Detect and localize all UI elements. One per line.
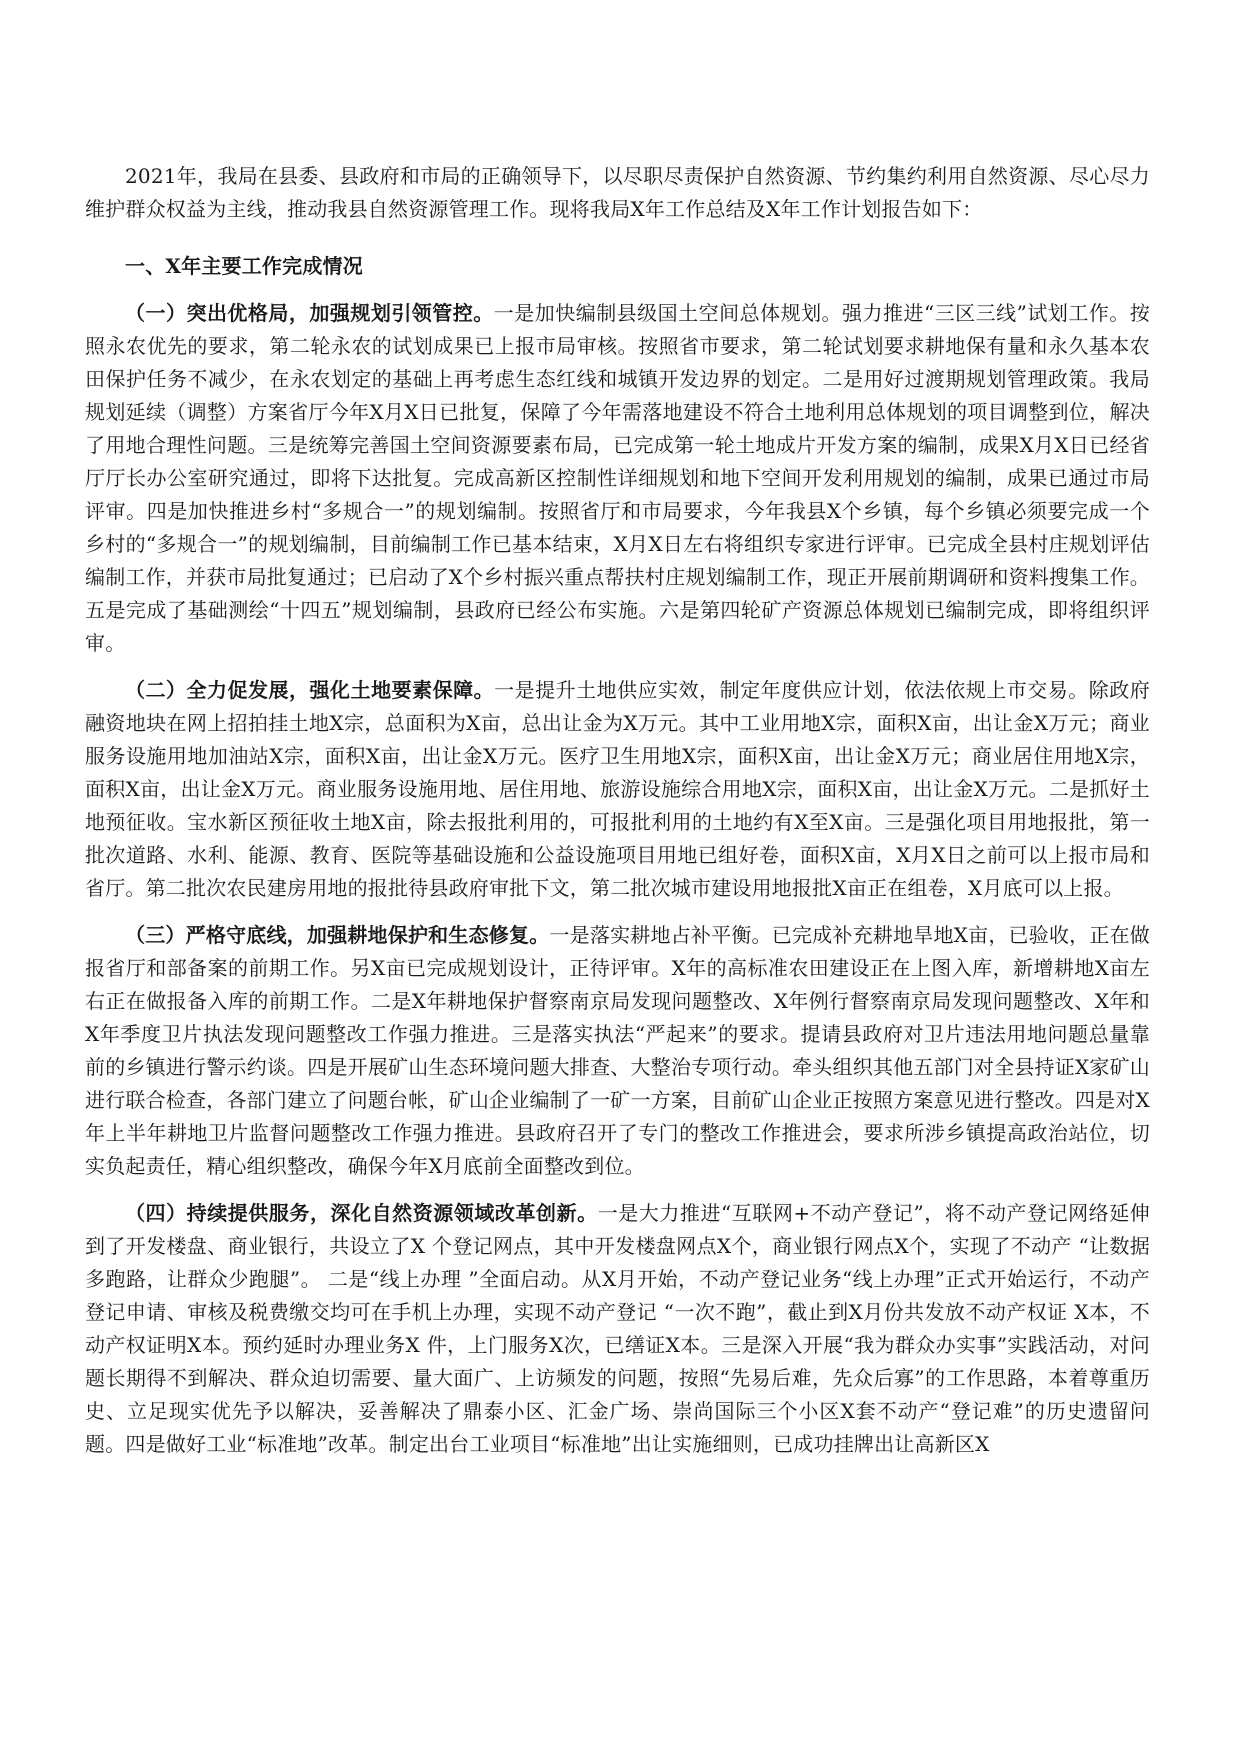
paragraph-3-lead: （三）严格守底线，加强耕地保护和生态修复。 [125, 923, 550, 947]
intro-paragraph: 2021年，我局在县委、县政府和市局的正确领导下，以尽职尽责保护自然资源、节约集约利用自然资源、尽心尽力维护群众权益为主线，推动我县自然资源管理工作。现将我局X年工作总结及X年工作计划报告如下： [85, 164, 1150, 221]
paragraph-3-body: 一是落实耕地占补平衡。已完成补充耕地旱地X亩，已验收，正在做报省厅和部备案的前期工作。另X亩已完成规划设计，正待评审。X年的高标准农田建设正在上图入库，新增耕地X亩左右正在做报备入库的前期工作。二是X年耕地保护督察南京局发现问题整改、X年例行督察南京局发现问题整改、X年和X年季度卫片执法发现问题整改工作强力推进。三是落实执法“严起来”的要求。提请县政府对卫片违法用地问题总量靠前的乡镇进行警示约谈。四是开展矿山生态环境问题大排查、大整治专项行动。牵头组织其他五部门对全县持证X家矿山进行联合检查，各部门建立了问题台帐，矿山企业编制了一矿一方案，目前矿山企业正按照方案意见进行整改。四是对X年上半年耕地卫片监督问题整改工作强力推进。县政府召开了专门的整改工作推进会，要求所涉乡镇提高政治站位，切实负起责任，精心组织整改，确保今年X月底前全面整改到位。 [85, 923, 1150, 1178]
paragraph-2-body: 一是提升土地供应实效，制定年度供应计划，依法依规上市交易。除政府融资地块在网上招拍挂土地X宗，总面积为X亩，总出让金为X万元。其中工业用地X宗，面积X亩，出让金X万元；商业服务设施用地加油站X宗，面积X亩，出让金X万元。医疗卫生用地X宗，面积X亩，出让金X万元；商业居住用地X宗，面积X亩，出让金X万元。商业服务设施用地、居住用地、旅游设施综合用地X宗，面积X亩，出让金X万元。二是抓好土地预征收。宝水新区预征收土地X亩，除去报批利用的，可报批利用的土地约有X至X亩。三是强化项目用地报批，第一批次道路、水利、能源、教育、医院等基础设施和公益设施项目用地已组好卷，面积X亩，X月X日之前可以上报市局和省厅。第二批次农民建房用地的报批待县政府审批下文，第二批次城市建设用地报批X亩正在组卷，X月底可以上报。 [85, 678, 1150, 900]
paragraph-4 [85, 1197, 1150, 1461]
paragraph-2 [85, 674, 1150, 905]
paragraph-1 [85, 297, 1150, 660]
paragraph-1-lead: （一）突出优格局，加强规划引领管控。 [125, 301, 494, 325]
paragraph-4-lead: （四）持续提供服务，深化自然资源领域改革创新。 [125, 1201, 598, 1225]
paragraph-4-body: 一是大力推进“互联网+不动产登记”，将不动产登记网络延伸到了开发楼盘、商业银行，共设立了X 个登记网点，其中开发楼盘网点X个，商业银行网点X个，实现了不动产 “让数据多跑路，让群众少跑腿”。 二是“线上办理 ”全面启动。从X月开始，不动产登记业务“线上办理”正式开始运行，不动产登记申请、审核及税费缴交均可在手机上办理，实现不动产登记 “一次不跑”，截止到X月份共发放不动产权证 X本，不动产权证明X本。预约延时办理业务X 件，上门服务X次，已缮证X本。三是深入开展“我为群众办实事”实践活动，对问题长期得不到解决、群众迫切需要、量大面广、上访频发的问题，按照“先易后难，先众后寡”的工作思路，本着尊重历史、立足现实优先予以解决，妥善解决了鼎泰小区、汇金广场、崇尚国际三个小区X套不动产“登记难”的历史遗留问题。四是做好工业“标准地”改革。制定出台工业项目“标准地”出让实施细则，已成功挂牌出让高新区X [85, 1201, 1150, 1456]
paragraph-2-lead: （二）全力促发展，强化土地要素保障。 [125, 678, 495, 702]
paragraph-1-body: 一是加快编制县级国土空间总体规划。强力推进“三区三线”试划工作。按照永农优先的要求，第二轮永农的试划成果已上报市局审核。按照省市要求，第二轮试划要求耕地保有量和永久基本农田保护任务不减少，在永农划定的基础上再考虑生态红线和城镇开发边界的划定。二是用好过渡期规划管理政策。我局规划延续（调整）方案省厅今年X月X日已批复，保障了今年需落地建设不符合土地利用总体规划的项目调整到位，解决了用地合理性问题。三是统筹完善国土空间资源要素布局，已完成第一轮土地成片开发方案的编制，成果X月X日已经省厅厅长办公室研究通过，即将下达批复。完成高新区控制性详细规划和地下空间开发利用规划的编制，成果已通过市局评审。四是加快推进乡村“多规合一”的规划编制。按照省厅和市局要求，今年我县X个乡镇，每个乡镇必须要完成一个乡村的“多规合一”的规划编制，目前编制工作已基本结束，X月X日左右将组织专家进行评审。已完成全县村庄规划评估编制工作，并获市局批复通过；已启动了X个乡村振兴重点帮扶村庄规划编制工作，现正开展前期调研和资料搜集工作。五是完成了基础测绘“十四五”规划编制，县政府已经公布实施。六是第四轮矿产资源总体规划已编制完成，即将组织评审。 [85, 301, 1150, 655]
paragraph-3 [85, 919, 1150, 1183]
section-heading: 一、X年主要工作完成情况 [125, 254, 363, 278]
document-body [85, 160, 1150, 1461]
